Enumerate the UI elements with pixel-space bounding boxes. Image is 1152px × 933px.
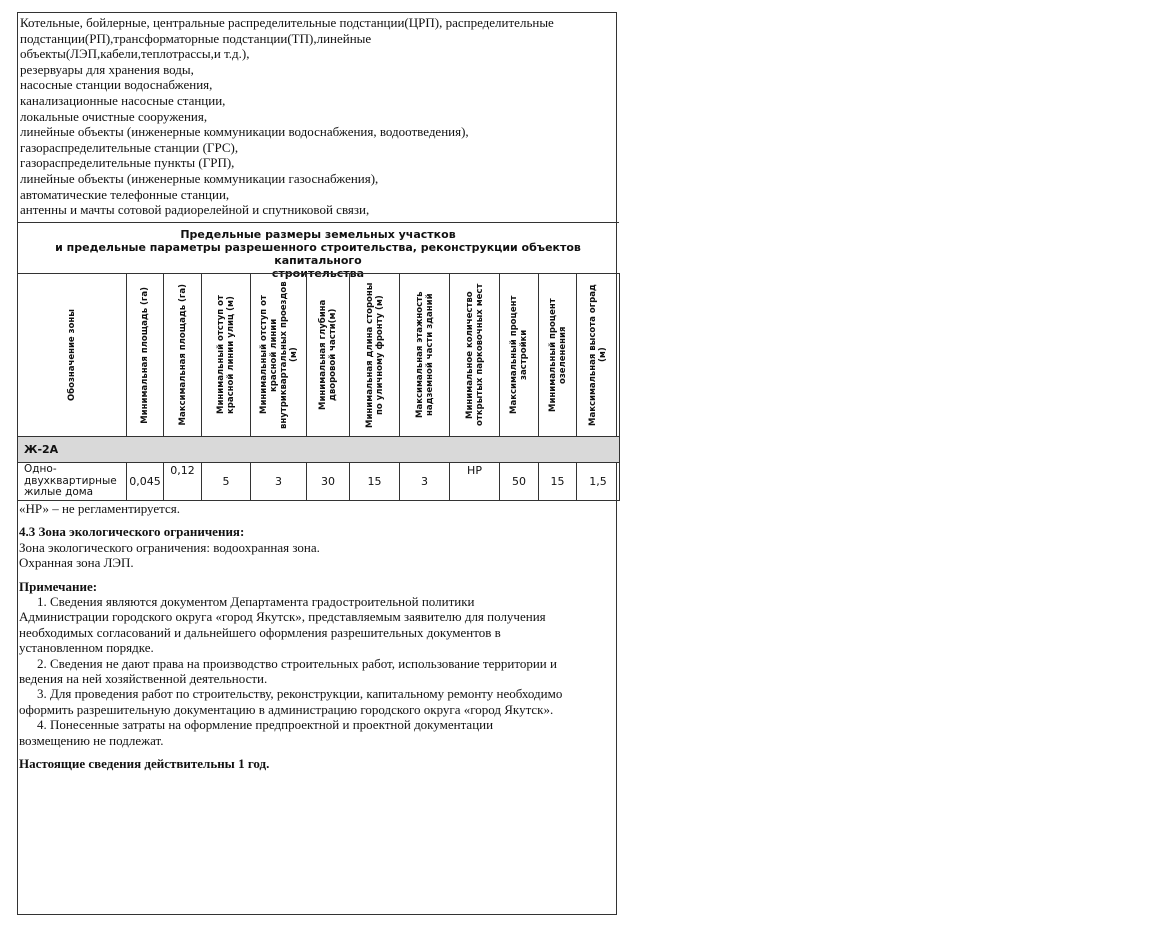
use-line: газораспределительные станции (ГРС), — [20, 139, 239, 155]
header-cell: Обозначение зоны — [18, 274, 127, 437]
header-cell: Минимальная длина стороны по уличному фронту (м) — [350, 274, 400, 437]
use-line: антенны и мачты сотовой радиорелейной и спутниковой связи, — [20, 202, 370, 218]
cell-parking: НР — [450, 463, 500, 501]
header-cell: Минимальный отступ от красной линии улиц (м) — [202, 274, 251, 437]
cell-coverage: 50 — [500, 463, 539, 501]
use-line: насосные станции водоснабжения, — [20, 77, 213, 93]
section-heading: 4.3 Зона экологического ограничения: — [19, 524, 245, 540]
remark-line: Администрации городского округа «город Якутск», представляемым заявителю для получения — [19, 609, 546, 625]
header-cell: Максимальная этажность надземной части зданий — [400, 274, 450, 437]
cell-setback-inner: 3 — [251, 463, 307, 501]
remark-line: 1. Сведения являются документом Департамента градостроительной политики — [37, 594, 475, 610]
notes-section — [19, 501, 619, 772]
header-cell: Минимальный отступ от красной линии внутриквартальных проездов (м) — [251, 274, 307, 437]
cell-frontage: 15 — [350, 463, 400, 501]
permitted-uses-list — [20, 15, 615, 218]
section-line: Зона экологического ограничения: водоохранная зона. — [19, 539, 320, 555]
nr-note: «НР» – не регламентируется. — [19, 501, 180, 516]
header-cell: Минимальная глубина дворовой части(м) — [307, 274, 350, 437]
params-title-line: Предельные размеры земельных участков — [180, 228, 456, 241]
header-cell: Максимальная площадь (га) — [164, 274, 202, 437]
use-line: автоматические телефонные станции, — [20, 186, 230, 202]
cell-greening: 15 — [539, 463, 577, 501]
cell-floors: 3 — [400, 463, 450, 501]
use-line: резервуары для хранения воды, — [20, 61, 194, 77]
remark-line: 4. Понесенные затраты на оформление предпроектной и проектной документации — [37, 717, 494, 733]
remark-line: оформить разрешительную документацию в администрацию городского округа «город Якутск». — [19, 701, 554, 717]
use-line: локальные очистные сооружения, — [20, 108, 208, 124]
cell-max-area: 0,12 — [164, 463, 202, 501]
zone-row — [18, 437, 620, 463]
cell-min-area: 0,045 — [127, 463, 164, 501]
table-header-row — [18, 274, 620, 437]
use-line: объекты(ЛЭП,кабели,теплотрассы,и т.д.), — [20, 46, 250, 62]
remark-line: установленном порядке. — [19, 640, 154, 656]
use-line: линейные объекты (инженерные коммуникации газоснабжения), — [20, 170, 379, 186]
remark-line: возмещению не подлежат. — [19, 732, 164, 748]
use-line: линейные объекты (инженерные коммуникации водоснабжения, водоотведения), — [20, 124, 469, 140]
table-row — [18, 463, 620, 501]
use-line: газораспределительные пункты (ГРП), — [20, 155, 235, 171]
remark-line: 3. Для проведения работ по строительству, реконструкции, капитальному ремонту необходимо — [37, 686, 563, 702]
use-line: Котельные, бойлерные, центральные распределительные подстанции(ЦРП), распределительные — [20, 15, 554, 30]
params-title-line: строительства — [271, 267, 365, 280]
header-cell: Максимальная высота оград (м) — [577, 274, 620, 437]
remark-line: необходимых согласований и дальнейшего оформления разрешительных документов в — [19, 624, 501, 640]
cell-use-name: Одно-двухквартирные жилые дома — [18, 463, 127, 501]
use-line: канализационные насосные станции, — [20, 92, 226, 108]
header-cell: Минимальная площадь (га) — [127, 274, 164, 437]
cell-setback-street: 5 — [202, 463, 251, 501]
header-cell: Максимальный процент застройки — [500, 274, 539, 437]
zone-code: Ж-2А — [18, 437, 620, 463]
header-cell: Минимальный процент озеленения — [539, 274, 577, 437]
cell-fence-height: 1,5 — [577, 463, 620, 501]
use-line: подстанции(РП),трансформаторные подстанции(ТП),линейные — [20, 30, 372, 46]
header-cell: Минимальное количество открытых парковочных мест — [450, 274, 500, 437]
remark-heading: Примечание: — [19, 578, 98, 594]
params-table — [17, 273, 620, 501]
section-line: Охранная зона ЛЭП. — [19, 555, 134, 571]
remark-line: 2. Сведения не дают права на производство строительных работ, использование территории и — [37, 655, 557, 671]
validity-note: Настоящие сведения действительны 1 год. — [19, 756, 270, 772]
params-title-line: и предельные параметры разрешенного строительства, реконструкции объектов капитального — [55, 241, 581, 267]
cell-yard-depth: 30 — [307, 463, 350, 501]
remark-line: ведения на ней хозяйственной деятельности. — [19, 671, 268, 687]
